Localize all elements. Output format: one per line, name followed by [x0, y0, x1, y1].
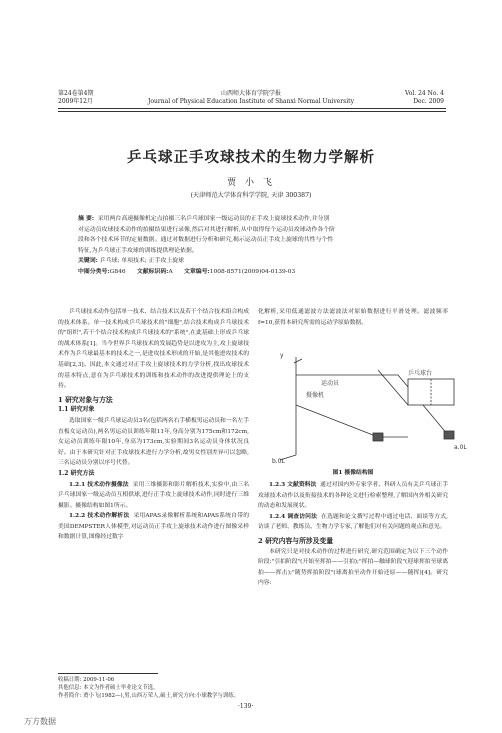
abstract-text: 对运动员攻球技术动作的拍摄结果进行录像,然后对其进行解析,从中取得每个运动员攻球动作各个阶 [78, 226, 336, 233]
figure-caption: 图1 摄像结构图 [332, 470, 374, 476]
content-paragraph: 本研究只是对技术动作的过程进行研究,研究范围确定为以下三个动作阶段:"引拍阶段"(开始至挥拍——引拍);"挥拍—触球阶段"(迎球挥拍至球离拍——挥击);"随势挥拍阶段"(球离拍至动作开始还原——随挥)[4]。研究内容: [258, 548, 448, 587]
athlete-label: 运动员 [321, 380, 340, 387]
subsection-heading: 1.2 研究方法 [58, 469, 95, 477]
doc-code-label: 文献标识码: [136, 267, 169, 275]
doc-code: A [168, 268, 173, 275]
journal-name-cn: 山西师大体育学院学报 [220, 90, 281, 97]
camera-b-label: b.0L [272, 458, 285, 465]
date-en: Dec. 2009 [413, 98, 444, 105]
method-heading: 1.2.2 技术动作解析法 [69, 513, 130, 520]
table-label: 乒乓球台 [408, 370, 433, 377]
author-affiliation: (天津师范大学体育科学学院, 天津 300387) [190, 192, 312, 199]
left-column [58, 307, 249, 543]
volume-en: Vol. 24 No. 4 [404, 90, 444, 97]
abstract-label: 摘 要: [78, 215, 95, 222]
section-heading: 2 研究内容与所涉及变量 [258, 536, 334, 545]
method-heading: 1.2.3 文献资料法 [269, 482, 317, 488]
abstract-text: 特征,为乒乓球正手攻球的训练提供理论依据。 [78, 247, 198, 254]
camera-a-icon [444, 431, 454, 439]
method-heading: 1.2.1 技术动作摄像法 [69, 481, 129, 488]
abstract-text: 采用两台高速摄像机定点拍摄三名乒乓球国家一级运动员的正手攻上旋球技术动作,并分别 [97, 216, 330, 222]
camera-b-icon [373, 433, 383, 441]
method-text: 采用APAS录像解析系统和APAS系统自带的美国DEMPSTER人体模型,对运动员正手攻上旋球技术动作进行图像采样和数据计算,图像经过数字 [58, 513, 250, 541]
section-heading: 1 研究对象与方法 [58, 395, 113, 404]
article-no-label: 文章编号: [184, 267, 210, 275]
subjects-paragraph: 选取国家一级乒乓球运动员3名(包括两名右手横板男运动员和一名左手直板女运动员),两名男运动员训练年限11年,身高分别为175cm和172cm,女运动员训练年限10年,身高为173cm,实验期间3名运动员身体状况良好。由于本研究针对正手攻球技术进行力学分析,故男女性别差异可以忽略,三名运动员分别以序号代替。 [58, 417, 249, 467]
author-bio: 作者简介: 贾小飞(1982—),男,山西万荣人,硕士,研究方向:小球教学与训练。 [58, 693, 240, 700]
clc-label: 中图分类号: [78, 267, 110, 275]
right-column-top [258, 307, 448, 328]
clc-code: G846 [109, 268, 126, 275]
figure-sight-line [296, 405, 378, 437]
right-column-bottom [258, 480, 448, 589]
abstract-text: 段和各个技术环节的定量数据。通过对数据进行分析和研究,揭示运动员正手攻上旋球的共性与个性 [78, 237, 334, 244]
watermark: 万方数据 [24, 717, 56, 726]
header-rule [58, 108, 446, 109]
method-text: 通过对国内外专家学者、科研人员有关乒乓球正手攻球技术动作以及衔接技术的各种论文进行检索整理,了解国内外相关研究的动态和发展现状。 [258, 482, 449, 510]
subsection-heading: 1.1 研究对象 [58, 406, 95, 414]
journal-volume-en [405, 90, 444, 106]
camera-label: 摄像机 [306, 392, 325, 399]
camera-a-label: a.0L [454, 444, 467, 451]
keywords-label: 关键词: [78, 257, 98, 265]
journal-name-en: Journal of Physical Education Institute of Shanxi Normal University [148, 98, 354, 105]
abstract [78, 214, 426, 278]
header-rule-thin [58, 111, 446, 112]
figure-tick [294, 359, 302, 363]
fund-info: 其他信息: 本文为作者硕士毕业论文节选。 [58, 685, 159, 692]
method-text: 在选题和论文撰写过程中通过电话、面谈等方式,访谈了老师、教练员、生物力学专家,了解他们对有关问题的观点和意见。 [258, 513, 449, 531]
issue-date: 2009年12月 [58, 98, 93, 105]
article-no: 1008-8571(2009)04-0139-03 [209, 268, 296, 275]
method-text: 采用三维摄影和影片解析技术,实验中,由三名乒乓球国家一级运动员互相供球,进行正手攻上旋球技术动作,同时进行三维摄影。摄像结构如图1所示。 [58, 481, 249, 509]
camera-setup-figure [258, 345, 488, 465]
article-author: 贾 小 飞 [227, 178, 275, 188]
footnote [58, 676, 448, 701]
footnote-rule [58, 673, 158, 674]
received-date: 收稿日期: 2009-11-06 [58, 677, 115, 683]
filter-paragraph: 化解析,采用低通滤波方法滤波法对原始数据进行平滑处理。滤波频率f=10,获得本研究所需的运动学原始数据。 [258, 309, 448, 326]
axis-label: y [280, 352, 284, 359]
intro-paragraph: 乒乓球技术动作包括单一技术、结合技术以及若干个结合技术组合构成的技术体系。单一技术构成乒乓球技术的"细胞",结合技术构成乒乓球技术的"组织",若干个结合技术构成乒乓球技术的"系统",在此基础上形成乒乓球的战术体系[1]。当今世界乒乓球技术的发展趋势是以进攻为主,攻上旋球技术作为乒乓球最基本的技术之一,是进攻技术形成的开始,是其他进攻技术的基础[2,3]。因此,本文通过对正手攻上旋球技术的力学分析,找出攻球技术的基本特点,意在为乒乓球技术的训练和技术动作的改进提供理论上的支持。 [58, 309, 249, 390]
keywords: 乒乓球; 单项技术; 正手攻上旋球 [99, 258, 185, 265]
article-title: 乒乓球正手攻球技术的生物力学解析 [127, 150, 375, 166]
method-heading: 1.2.4 调查访问法 [269, 513, 318, 520]
issue-volume: 第24卷第4期 [58, 90, 94, 97]
page-number: ·139· [238, 703, 254, 710]
